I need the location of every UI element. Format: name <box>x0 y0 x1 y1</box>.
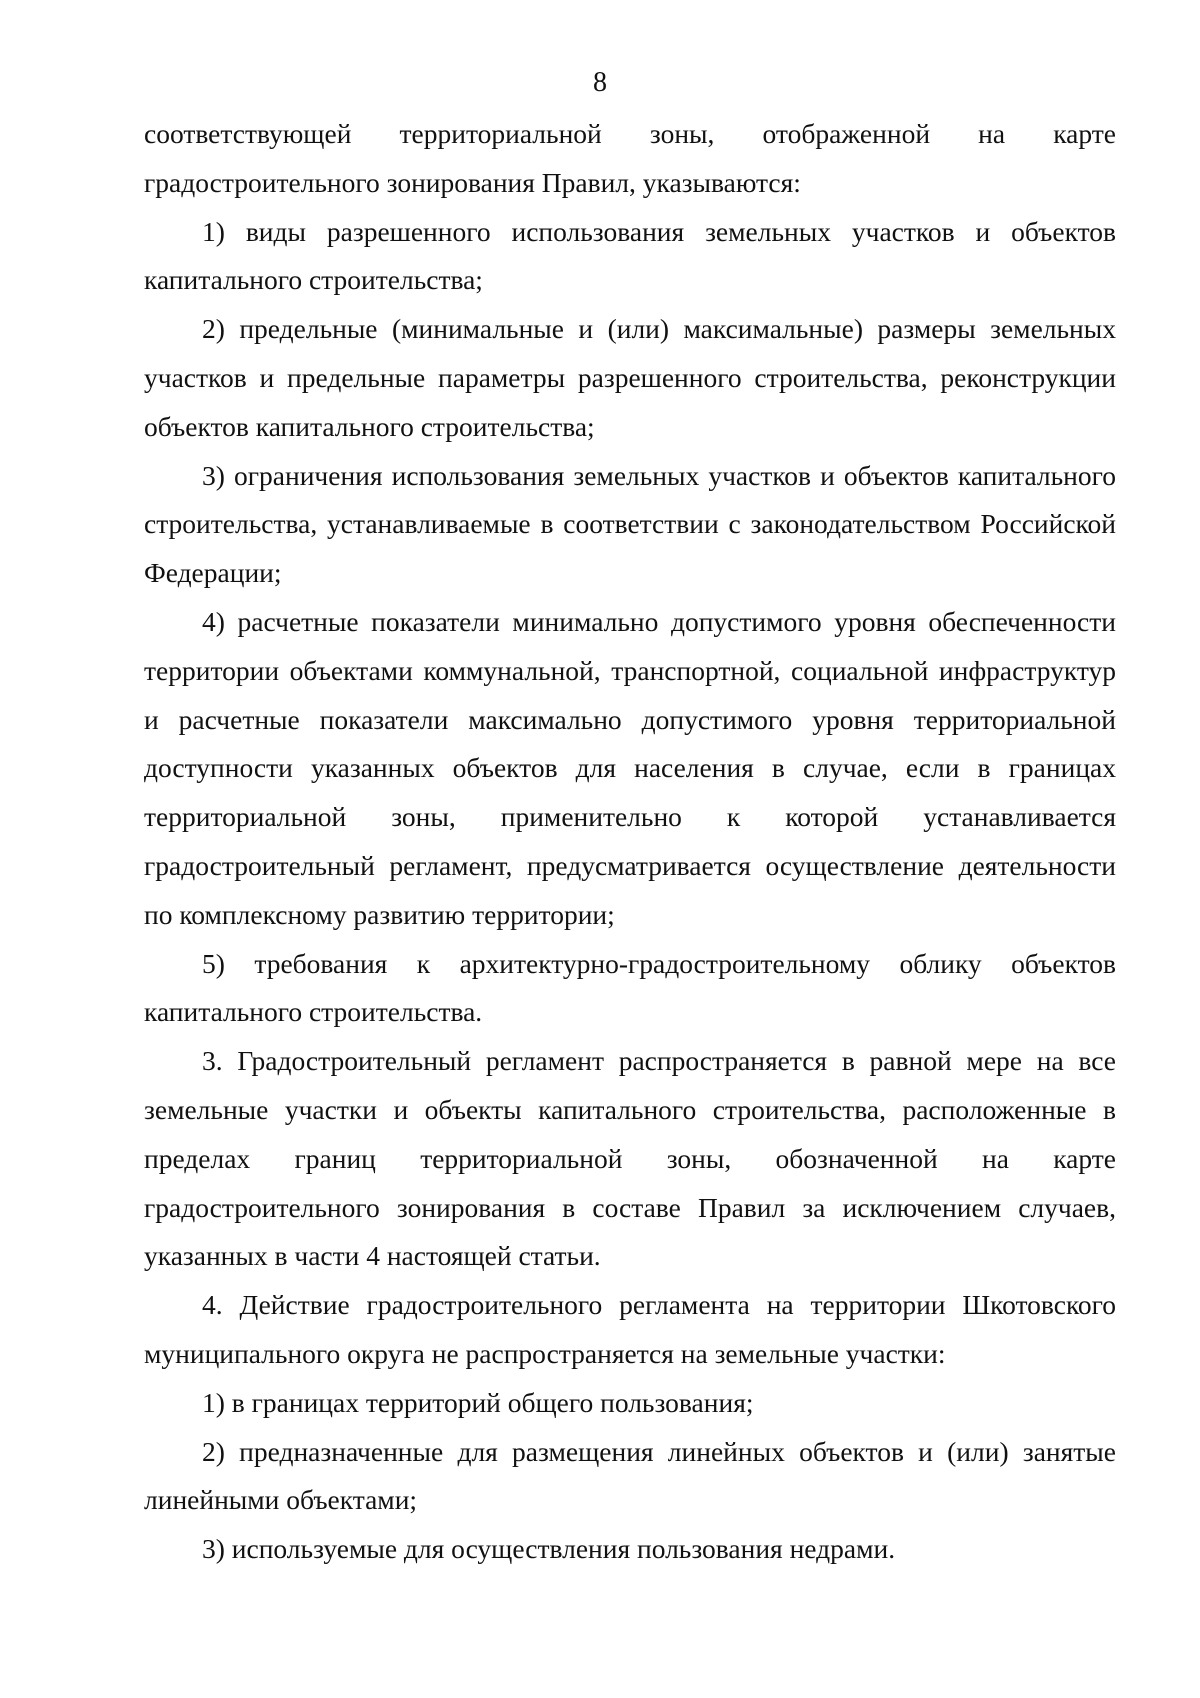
document-body <box>144 110 1116 1574</box>
list-item-linear-objects: 2) предназначенные для размещения линейных объектов и (или) занятые линейными объектами; <box>144 1435 1116 1516</box>
list-item-public-territories: 1) в границах территорий общего пользования; <box>202 1386 754 1418</box>
paragraph-part-4: 4. Действие градостроительного регламента на территории Шкотовского муниципального округа не распространяется на земельные участки: <box>144 1289 1116 1369</box>
list-item-architectural-requirements: 5) требования к архитектурно-градостроительному облику объектов капитального строительства. <box>144 947 1116 1028</box>
list-item-types-of-use: 1) виды разрешенного использования земельных участков и объектов капитального строительства; <box>144 215 1116 296</box>
list-item-subsoil-use: 3) используемые для осуществления пользования недрами. <box>202 1533 896 1565</box>
list-item-size-limits: 2) предельные (минимальные и (или) максимальные) размеры земельных участков и предельные параметры разрешенного строительства, реконструкции объектов капитального строительства; <box>144 313 1116 442</box>
page-number: 8 <box>593 67 607 98</box>
list-item-calculated-indicators: 4) расчетные показатели минимально допустимого уровня обеспеченности территории объектами коммунальной, транспортной, социальной инфраструктур и расчетные показатели максимально допустимого уровня территориальной доступности указанных объектов для населения в случае, если в границах территориальной зоны, применительно к которой устанавливается градостроительный регламент, предусматривается осуществление деятельности по комплексному развитию территории; <box>144 605 1116 930</box>
paragraph-part-3: 3. Градостроительный регламент распространяется в равной мере на все земельные участки и объекты капитального строительства, расположенные в пределах границ территориальной зоны, обозначенной на карте градостроительного зонирования в составе Правил за исключением случаев, указанных в части 4 настоящей статьи. <box>144 1045 1116 1272</box>
list-item-restrictions: 3) ограничения использования земельных участков и объектов капитального строительства, устанавливаемые в соответствии с законодательством Российской Федерации; <box>144 459 1116 589</box>
paragraph-continuation: соответствующей территориальной зоны, отображенной на карте градостроительного зонирования Правил, указываются: <box>144 118 1116 198</box>
